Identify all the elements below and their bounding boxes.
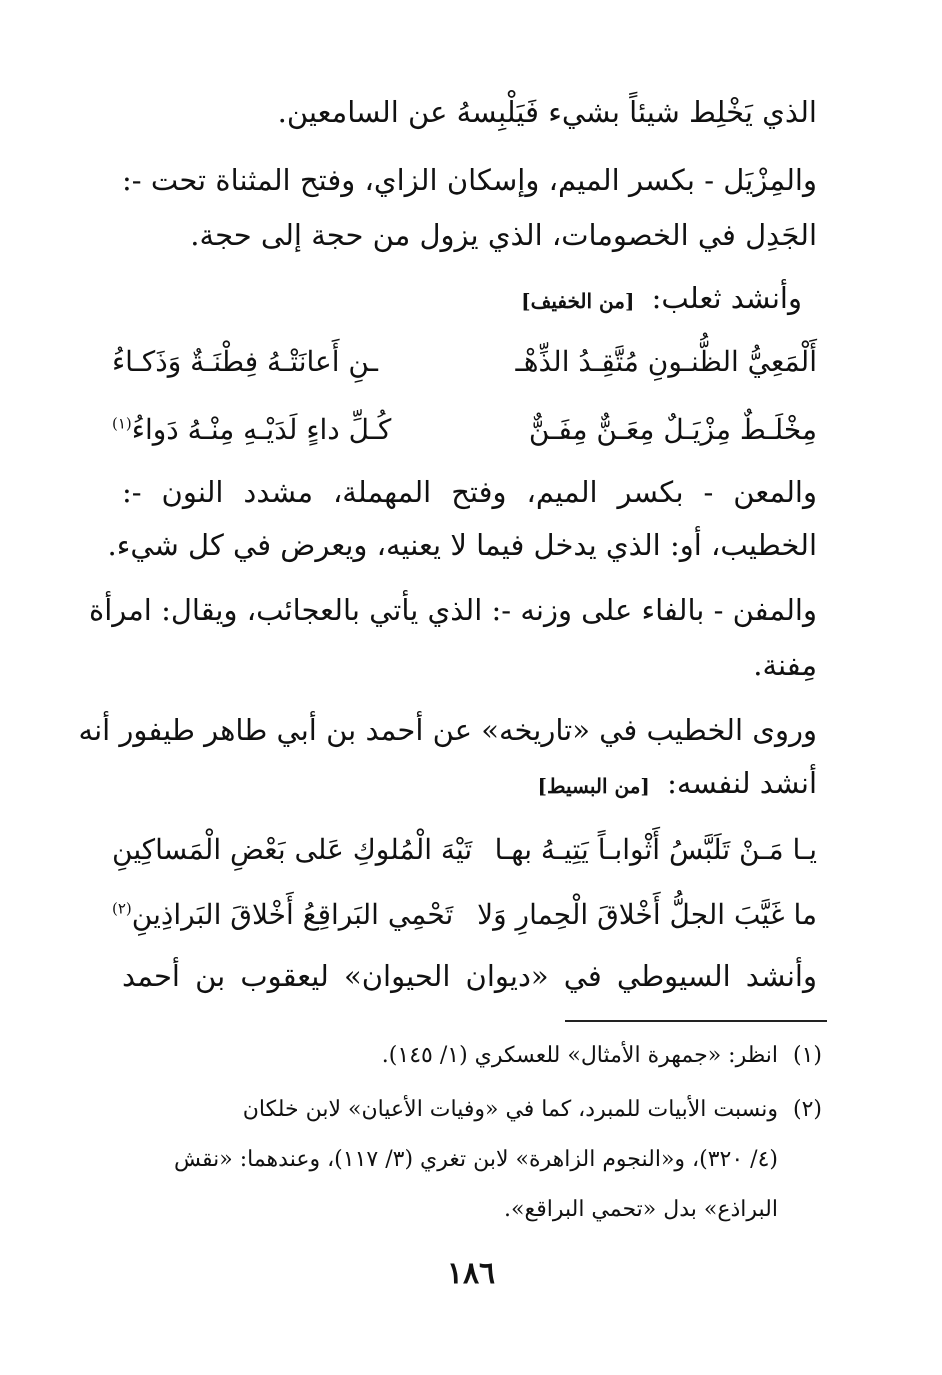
- meter-label: [من الخفيف]: [521, 289, 635, 313]
- poem2-verse-1: [112, 828, 817, 872]
- text-line-6: الخطيب، أو: الذي يدخل فيما لا يعنيه، ويعرض في كل شيء.: [107, 528, 817, 562]
- hemistich-second: تَيْهَ الْمُلوكِ عَلى بَعْضِ الْمَساكِينِ: [112, 833, 473, 866]
- text-line-3: الجَدِل في الخصومات، الذي يزول من حجة إلى حجة.: [190, 218, 817, 252]
- text-line-5: والمعن - بكسر الميم، وفتح المهملة، مشدد النون -:: [122, 475, 817, 509]
- footnote-2-line-3: البراذع» بدل «تحمي البراقع».: [504, 1197, 778, 1222]
- verse-intro: وأنشد ثعلب:: [651, 281, 802, 315]
- text-line-1: الذي يَخْلِط شيئاً بشيء فَيَلْبِسهُ عن السامعين.: [277, 95, 817, 129]
- hemistich-second-with-note: [112, 408, 391, 452]
- footnote-number: (١): [792, 1043, 822, 1068]
- footnote-text: ونسبت الأبيات للمبرد، كما في «وفيات الأعيان» لابن خلكان: [242, 1097, 778, 1122]
- footnote-2-line-1: [117, 1090, 822, 1130]
- footnote-text: انظر: «جمهرة الأمثال» للعسكري (١/ ١٤٥).: [381, 1043, 778, 1068]
- hemistich-first: مِخْلَـطٌ مِزْيَـلٌ مِعَـنٌّ مِفَـنٌّ: [528, 413, 817, 446]
- text-line-11: وأنشد السيوطي في «ديوان الحيوان» ليعقوب بن أحمد: [122, 959, 817, 993]
- text-line-2: والمِزْيَل - بكسر الميم، وإسكان الزاي، وفتح المثناة تحت -:: [122, 163, 817, 197]
- hemistich-second: تَحْمِي البَراقِعُ أَخْلاقَ البَراذِينِ: [131, 898, 454, 931]
- text-line-7: والمفن - بالفاء على وزنه -: الذي يأتي بالعجائب، ويقال: امرأة: [89, 593, 817, 627]
- hemistich-first: ما غَيَّبَ الجلُّ أَخْلاقَ الْحِمارِ وَلا: [477, 898, 817, 931]
- hemistich-first: أَلْمَعِيُّ الظُّنـونِ مُتَّقِـدُ الذِّهْـ: [515, 345, 817, 378]
- poem2-verse-2: [112, 893, 817, 937]
- verse-intro: أنشد لنفسه:: [667, 766, 817, 800]
- footnote-2-line-2: (٤/ ٣٢٠)، و«النجوم الزاهرة» لابن تغري (٣/ ١١٧)، وعندهما: «نقش: [173, 1147, 778, 1172]
- text-line-9: وروى الخطيب في «تاريخه» عن أحمد بن أبي طاهر طيفور أنه: [78, 713, 817, 747]
- page-number: ١٨٦: [446, 1256, 496, 1291]
- footnote-ref: (٢): [112, 899, 132, 918]
- text-line-10: [122, 763, 817, 806]
- hemistich-second-with-note: [112, 893, 453, 937]
- text-line-4: [107, 278, 802, 321]
- hemistich-second: كُـلِّ داءٍ لَدَيْـهِ مِنْـهُ دَواءُ: [131, 413, 392, 446]
- meter-label: [من البسيط]: [537, 774, 650, 798]
- footnote-number: (٢): [792, 1097, 822, 1122]
- footnote-separator: [565, 1020, 827, 1022]
- hemistich-first: يـا مَـنْ تَلَبَّسُ أَثْوابـاً يَتِيـهُ بهـا: [494, 833, 817, 866]
- hemistich-second: ـنِ أَعانَتْـهُ فِطْنَـةٌ وَذَكـاءُ: [112, 345, 378, 378]
- poem1-verse-1: [112, 340, 817, 384]
- poem1-verse-2: [112, 408, 817, 452]
- footnote-ref: (١): [112, 414, 132, 433]
- text-line-8: مِفنة.: [753, 648, 817, 682]
- footnote-1: [117, 1036, 822, 1076]
